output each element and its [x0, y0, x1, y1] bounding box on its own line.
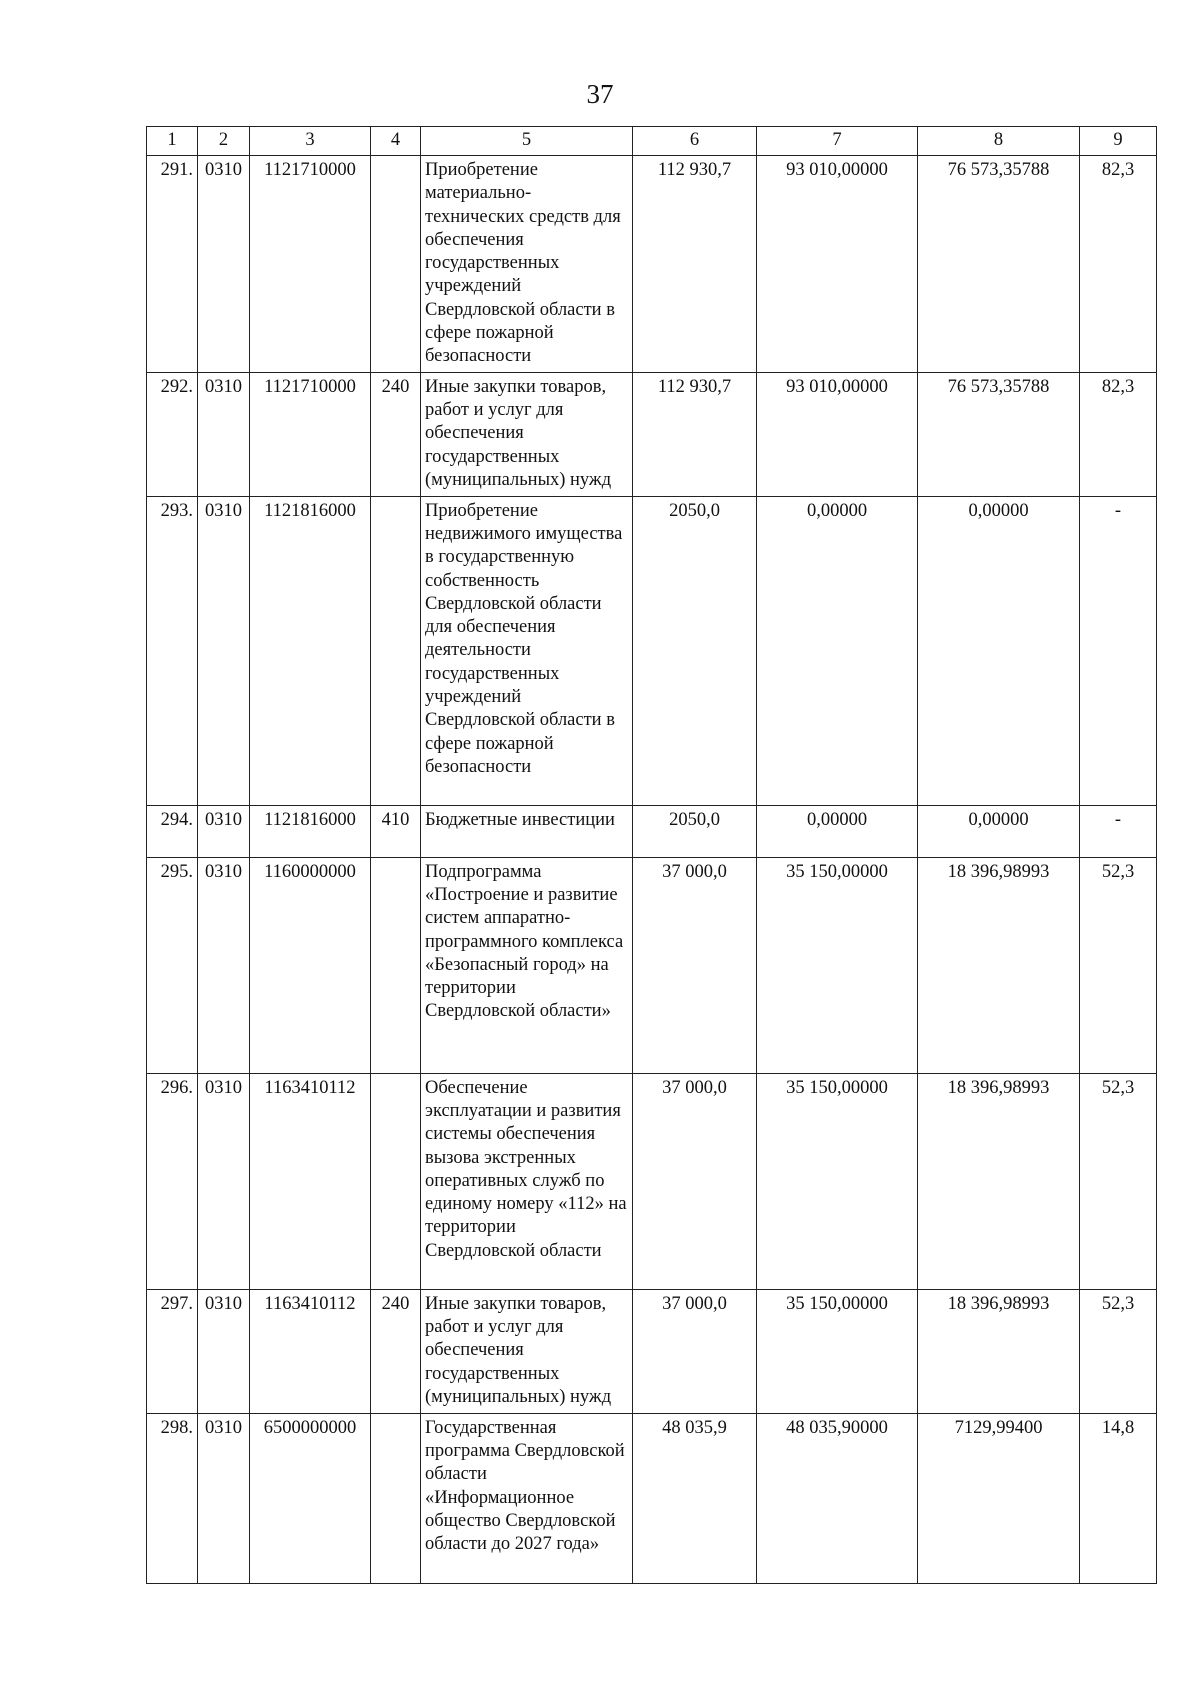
budget-table: [146, 126, 1157, 1584]
section-code: 0310: [198, 1289, 250, 1413]
executed-value: 0,00000: [918, 805, 1080, 857]
refined-value: 35 150,00000: [757, 857, 918, 1073]
column-header: 4: [371, 127, 421, 156]
plan-value: 37 000,0: [633, 1073, 757, 1289]
row-number: 295.: [147, 857, 198, 1073]
row-number: 298.: [147, 1413, 198, 1583]
refined-value: 35 150,00000: [757, 1073, 918, 1289]
percent-value: 82,3: [1080, 156, 1157, 373]
target-code: 1121710000: [250, 372, 371, 496]
table-row: [147, 805, 1157, 857]
executed-value: 0,00000: [918, 496, 1080, 805]
expense-type-code: 410: [371, 805, 421, 857]
target-code: 1163410112: [250, 1073, 371, 1289]
column-header: 9: [1080, 127, 1157, 156]
target-code: 6500000000: [250, 1413, 371, 1583]
refined-value: 48 035,90000: [757, 1413, 918, 1583]
refined-value: 93 010,00000: [757, 372, 918, 496]
executed-value: 76 573,35788: [918, 156, 1080, 373]
table-row: [147, 857, 1157, 1073]
refined-value: 0,00000: [757, 805, 918, 857]
percent-value: 52,3: [1080, 857, 1157, 1073]
plan-value: 2050,0: [633, 496, 757, 805]
target-code: 1160000000: [250, 857, 371, 1073]
target-code: 1163410112: [250, 1289, 371, 1413]
section-code: 0310: [198, 1073, 250, 1289]
target-code: 1121816000: [250, 805, 371, 857]
executed-value: 7129,99400: [918, 1413, 1080, 1583]
refined-value: 0,00000: [757, 496, 918, 805]
section-code: 0310: [198, 857, 250, 1073]
plan-value: 37 000,0: [633, 857, 757, 1073]
row-number: 294.: [147, 805, 198, 857]
target-code: 1121816000: [250, 496, 371, 805]
refined-value: 35 150,00000: [757, 1289, 918, 1413]
column-header: 7: [757, 127, 918, 156]
section-code: 0310: [198, 496, 250, 805]
section-code: 0310: [198, 805, 250, 857]
section-code: 0310: [198, 156, 250, 373]
expense-type-code: [371, 1073, 421, 1289]
plan-value: 112 930,7: [633, 156, 757, 373]
row-number: 292.: [147, 372, 198, 496]
table-row: [147, 372, 1157, 496]
plan-value: 112 930,7: [633, 372, 757, 496]
percent-value: 14,8: [1080, 1413, 1157, 1583]
section-code: 0310: [198, 1413, 250, 1583]
item-name: Иные закупки товаров, работ и услуг для обеспечения государственных (муниципальных) нужд: [421, 1289, 633, 1413]
executed-value: 18 396,98993: [918, 857, 1080, 1073]
table-row: [147, 496, 1157, 805]
percent-value: -: [1080, 805, 1157, 857]
plan-value: 48 035,9: [633, 1413, 757, 1583]
item-name: Бюджетные инвестиции: [421, 805, 633, 857]
column-header: 2: [198, 127, 250, 156]
column-header: 1: [147, 127, 198, 156]
row-number: 293.: [147, 496, 198, 805]
percent-value: 82,3: [1080, 372, 1157, 496]
row-number: 297.: [147, 1289, 198, 1413]
refined-value: 93 010,00000: [757, 156, 918, 373]
row-number: 291.: [147, 156, 198, 373]
table-row: [147, 1289, 1157, 1413]
expense-type-code: [371, 1413, 421, 1583]
page-number: 37: [586, 79, 614, 109]
table-row: [147, 1073, 1157, 1289]
table-header-row: [147, 127, 1157, 156]
executed-value: 18 396,98993: [918, 1073, 1080, 1289]
column-header: 8: [918, 127, 1080, 156]
row-number: 296.: [147, 1073, 198, 1289]
expense-type-code: [371, 156, 421, 373]
expense-type-code: [371, 857, 421, 1073]
percent-value: 52,3: [1080, 1289, 1157, 1413]
item-name: Обеспечение эксплуатации и развития системы обеспечения вызова экстренных оперативных служб по единому номеру «112» на территории Свердловской области: [421, 1073, 633, 1289]
expense-type-code: [371, 496, 421, 805]
item-name: Подпрограмма «Построение и развитие систем аппаратно-программного комплекса «Безопасный город» на территории Свердловской области»: [421, 857, 633, 1073]
item-name: Приобретение материально-технических средств для обеспечения государственных учреждений Свердловской области в сфере пожарной безопасности: [421, 156, 633, 373]
item-name: Государственная программа Свердловской области «Информационное общество Свердловской области до 2027 года»: [421, 1413, 633, 1583]
section-code: 0310: [198, 372, 250, 496]
executed-value: 18 396,98993: [918, 1289, 1080, 1413]
item-name: Приобретение недвижимого имущества в государственную собственность Свердловской области для обеспечения деятельности государственных учреждений Свердловской области в сфере пожарной безопасности: [421, 496, 633, 805]
percent-value: 52,3: [1080, 1073, 1157, 1289]
table-row: [147, 1413, 1157, 1583]
plan-value: 2050,0: [633, 805, 757, 857]
target-code: 1121710000: [250, 156, 371, 373]
column-header: 3: [250, 127, 371, 156]
expense-type-code: 240: [371, 372, 421, 496]
plan-value: 37 000,0: [633, 1289, 757, 1413]
executed-value: 76 573,35788: [918, 372, 1080, 496]
column-header: 5: [421, 127, 633, 156]
table-row: [147, 156, 1157, 373]
column-header: 6: [633, 127, 757, 156]
percent-value: -: [1080, 496, 1157, 805]
item-name: Иные закупки товаров, работ и услуг для обеспечения государственных (муниципальных) нужд: [421, 372, 633, 496]
expense-type-code: 240: [371, 1289, 421, 1413]
